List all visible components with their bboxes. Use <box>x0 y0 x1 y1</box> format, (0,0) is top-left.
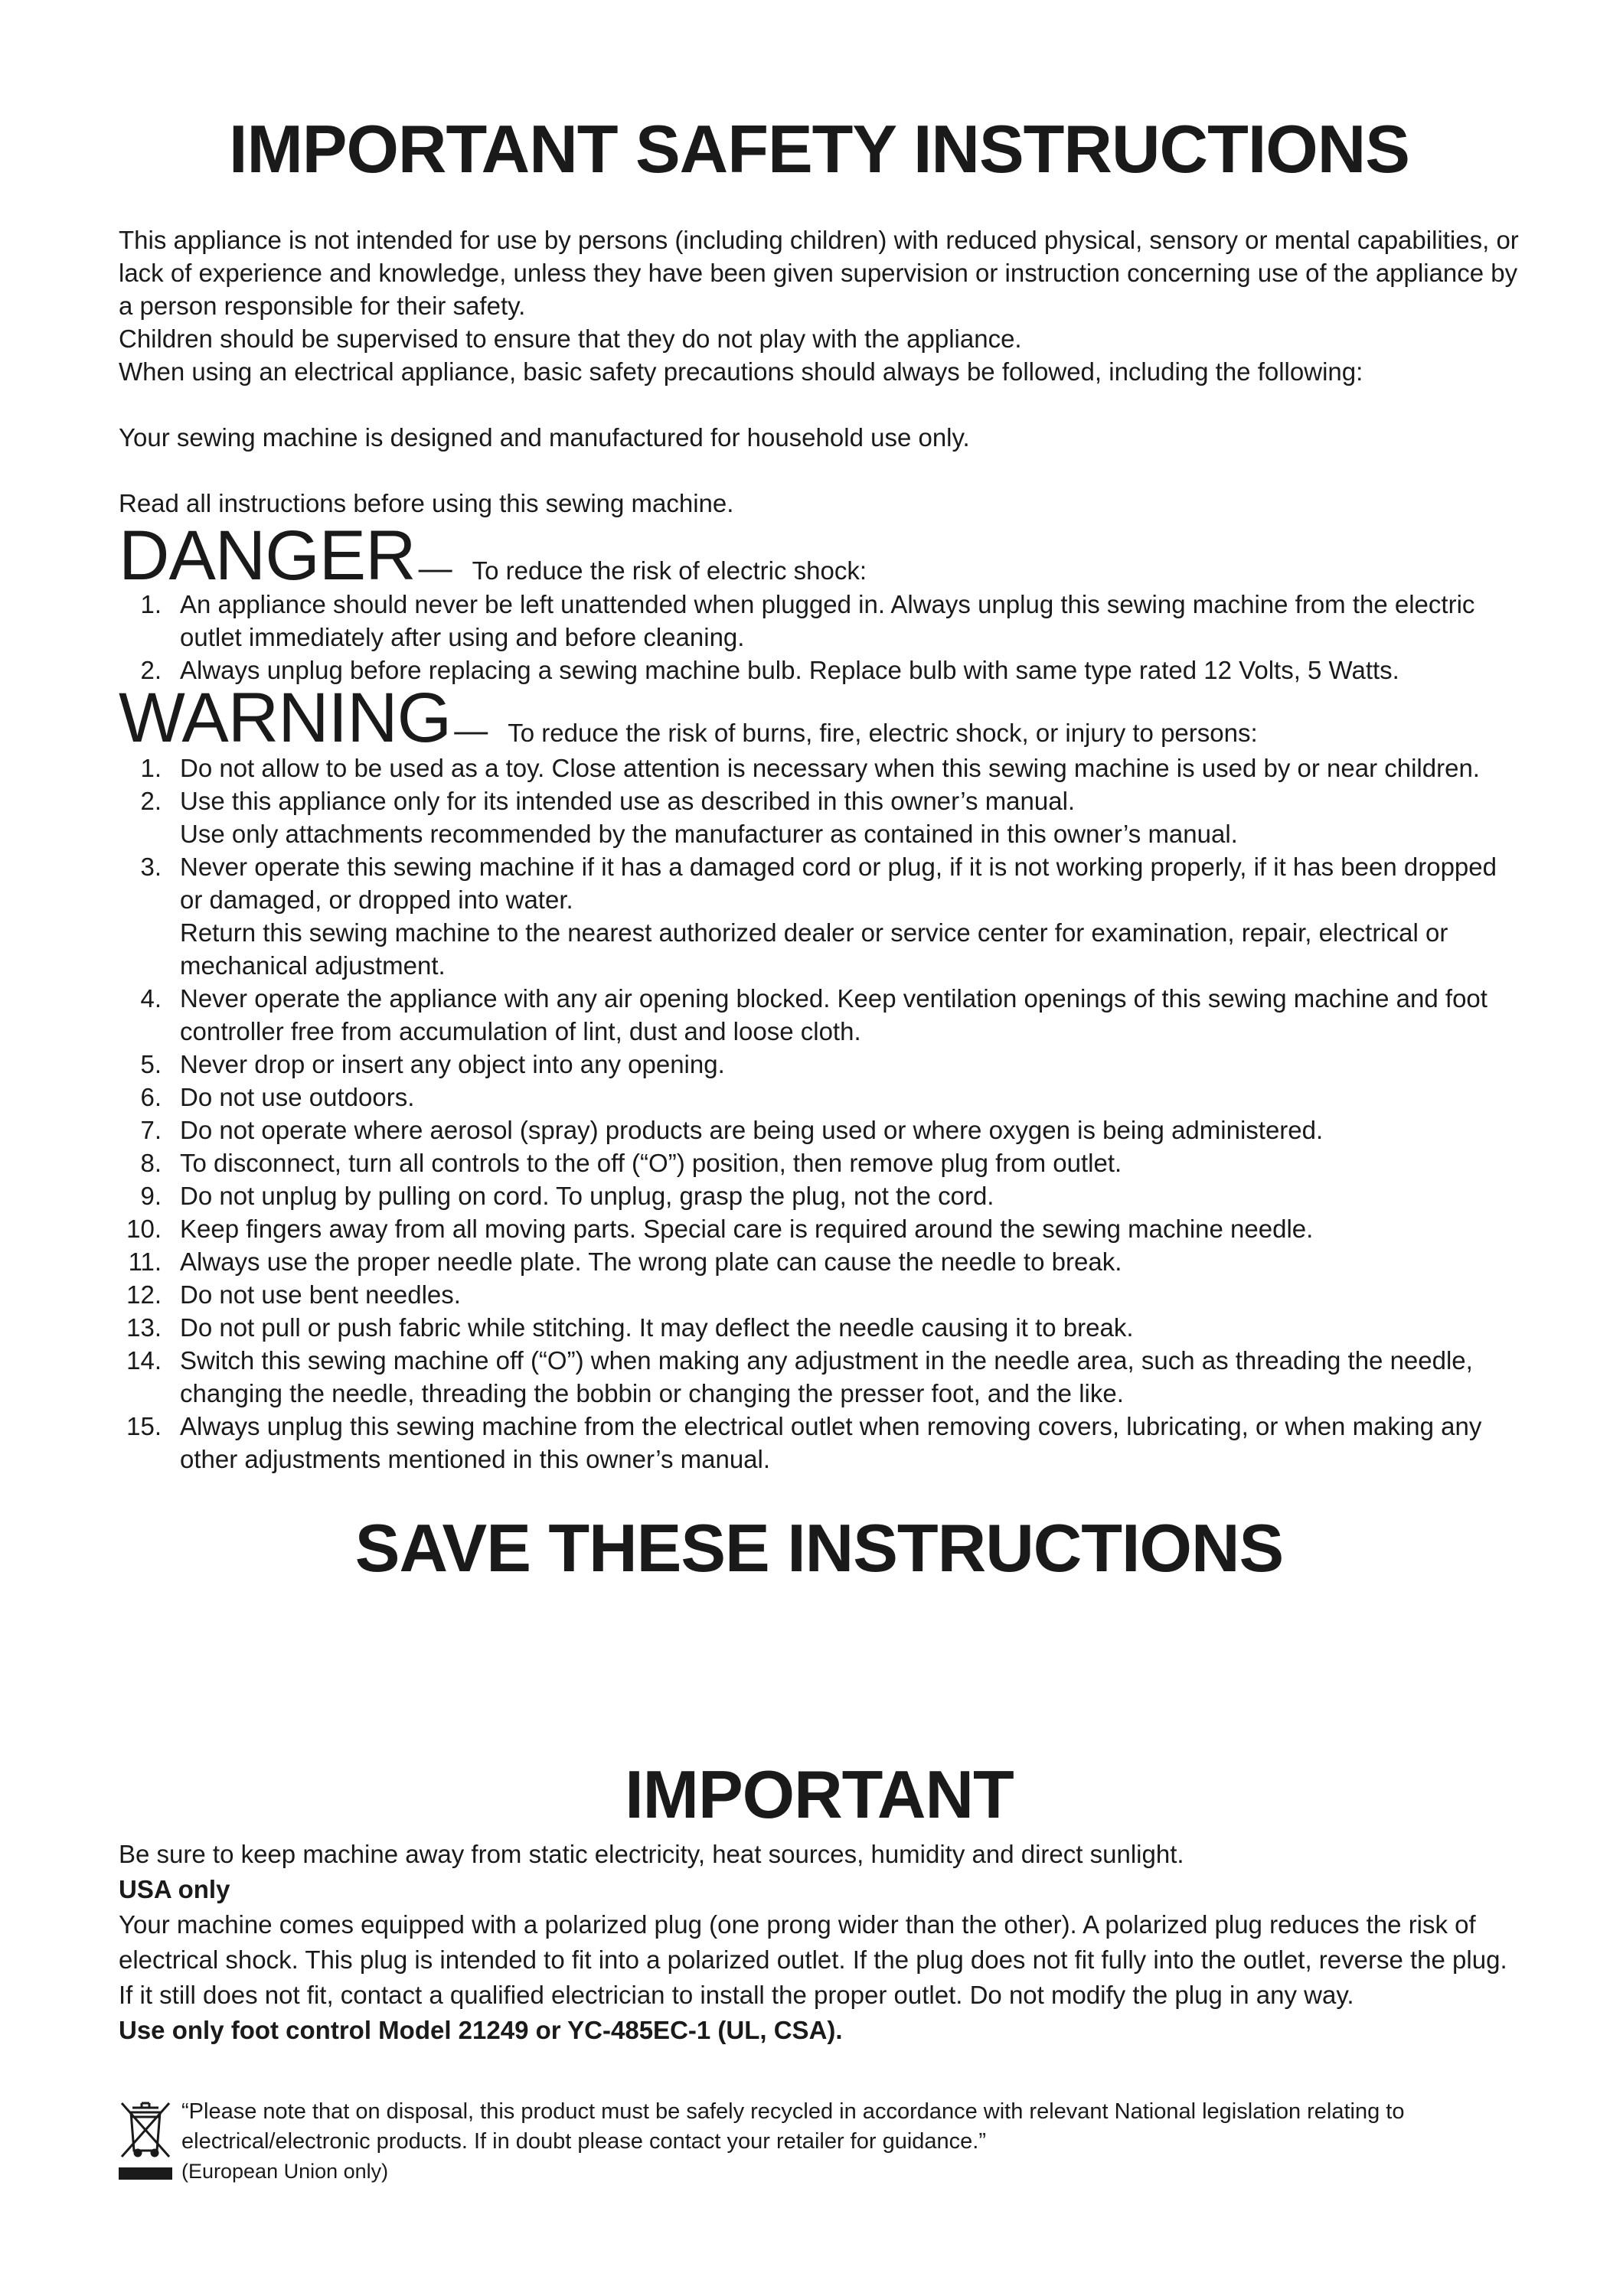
item-text: Always unplug this sewing machine from the electrical outlet when removing covers, lubricating, or when making any other adjustments mentioned in this owner’s manual. <box>180 1412 1482 1473</box>
page-title: IMPORTANT SAFETY INSTRUCTIONS <box>229 111 1409 187</box>
list-item <box>119 1410 1520 1476</box>
intro-paragraph: When using an electrical appliance, basic safety precautions should always be followed, including the following: <box>119 357 1363 386</box>
intro-paragraph: This appliance is not intended for use by persons (including children) with reduced physical, sensory or mental capabilities, or lack of experience and knowledge, unless they have been given supervision or instruction concerning use of the appliance by a person responsible for their safety. <box>119 226 1519 320</box>
list-item <box>119 1212 1520 1245</box>
crossed-out-wheelie-bin-icon <box>119 2100 172 2200</box>
list-item <box>119 1344 1520 1410</box>
item-number: 2. <box>140 787 162 815</box>
warning-dash: — <box>454 712 488 749</box>
list-item <box>119 752 1520 784</box>
item-text: Do not use outdoors. <box>180 1083 415 1111</box>
item-number: 11. <box>128 1247 162 1276</box>
warning-subtitle: To reduce the risk of burns, fire, electric shock, or injury to persons: <box>508 719 1258 747</box>
list-item <box>119 1146 1520 1179</box>
polarized-plug-text: Your machine comes equipped with a polarized plug (one prong wider than the other). A polarized plug reduces the risk of electrical shock. This plug is intended to fit into a polarized outlet. If the plug does not fit fully into the outlet, reverse the plug. If it still does not fit, contact a qualified electrician to install the proper outlet. Do not modify the plug in any way. <box>119 1910 1507 2009</box>
item-number: 15. <box>126 1412 162 1440</box>
intro-paragraph: Read all instructions before using this sewing machine. <box>119 489 734 517</box>
list-item <box>119 1179 1520 1212</box>
warning-list <box>119 752 1520 1476</box>
intro-paragraph: Children should be supervised to ensure that they do not play with the appliance. <box>119 325 1022 353</box>
list-item <box>119 784 1520 850</box>
item-number: 9. <box>140 1182 162 1210</box>
item-number: 4. <box>140 984 162 1013</box>
list-item <box>119 1311 1520 1344</box>
list-item <box>119 1048 1520 1081</box>
list-item <box>119 1245 1520 1278</box>
item-text: Always unplug before replacing a sewing machine bulb. Replace bulb with same type rated 12 Volts, 5 Watts. <box>180 656 1399 684</box>
warning-heading <box>119 679 1520 757</box>
disposal-notice <box>119 2097 1520 2187</box>
item-number: 1. <box>140 590 162 618</box>
item-text: Never operate the appliance with any air opening blocked. Keep ventilation openings of this sewing machine and foot controller free from accumulation of lint, dust and loose cloth. <box>180 984 1487 1045</box>
item-text: Do not pull or push fabric while stitching. It may deflect the needle causing it to break. <box>180 1313 1134 1342</box>
disposal-text: “Please note that on disposal, this product must be safely recycled in accordance with relevant National legislation relating to electrical/electronic products. If in doubt please contact your retailer for guidance.” <box>181 2099 1405 2154</box>
list-item <box>119 982 1520 1048</box>
danger-subtitle: To reduce the risk of electric shock: <box>472 556 867 585</box>
list-item <box>119 1278 1520 1311</box>
item-text: Do not operate where aerosol (spray) products are being used or where oxygen is being administered. <box>180 1116 1324 1144</box>
foot-control-text: Use only foot control Model 21249 or YC-485EC-1 (UL, CSA). <box>119 2016 843 2044</box>
warning-label: WARNING <box>119 679 452 757</box>
intro-section <box>119 223 1520 520</box>
important-section <box>119 1837 1520 2048</box>
item-text: An appliance should never be left unattended when plugged in. Always unplug this sewing machine from the electric outlet immediately after using and before cleaning. <box>180 590 1475 651</box>
list-item <box>119 1081 1520 1114</box>
danger-list <box>119 588 1520 687</box>
list-item <box>119 1114 1520 1146</box>
item-text: Do not use bent needles. <box>180 1280 461 1309</box>
item-number: 1. <box>140 754 162 782</box>
usa-only-heading: USA only <box>119 1875 230 1903</box>
important-title: IMPORTANT <box>625 1756 1014 1832</box>
list-item <box>119 850 1520 982</box>
disposal-text-block <box>181 2097 1520 2187</box>
item-number: 3. <box>140 853 162 881</box>
intro-paragraph: Your sewing machine is designed and manufactured for household use only. <box>119 423 970 452</box>
item-text: Never operate this sewing machine if it has a damaged cord or plug, if it is not working properly, if it has been dropped or damaged, or dropped into water. <box>180 853 1497 914</box>
item-text: To disconnect, turn all controls to the off (“O”) position, then remove plug from outlet. <box>180 1149 1122 1177</box>
save-instructions-title: SAVE THESE INSTRUCTIONS <box>354 1510 1284 1586</box>
keep-away-text: Be sure to keep machine away from static electricity, heat sources, humidity and direct sunlight. <box>119 1840 1184 1868</box>
item-text: Use this appliance only for its intended use as described in this owner’s manual. <box>180 787 1076 815</box>
item-number: 6. <box>140 1083 162 1111</box>
item-text: Never drop or insert any object into any opening. <box>180 1050 725 1078</box>
danger-heading <box>119 517 1520 595</box>
item-number: 7. <box>140 1116 162 1144</box>
item-number: 8. <box>140 1149 162 1177</box>
item-text: Do not unplug by pulling on cord. To unplug, grasp the plug, not the cord. <box>180 1182 994 1210</box>
item-number: 14. <box>126 1346 162 1375</box>
item-number: 2. <box>140 656 162 684</box>
item-text: Switch this sewing machine off (“O”) when making any adjustment in the needle area, such as threading the needle, changing the needle, threading the bobbin or changing the presser foot, and the like. <box>180 1346 1473 1407</box>
item-number: 12. <box>126 1280 162 1309</box>
item-text: Do not allow to be used as a toy. Close attention is necessary when this sewing machine is used by or near children. <box>180 754 1480 782</box>
item-text: Keep fingers away from all moving parts. Special care is required around the sewing machine needle. <box>180 1215 1314 1243</box>
danger-label: DANGER <box>119 517 416 595</box>
item-number: 10. <box>126 1215 162 1243</box>
item-text: Always use the proper needle plate. The wrong plate can cause the needle to break. <box>180 1247 1122 1276</box>
item-number: 13. <box>126 1313 162 1342</box>
item-extra-text: Return this sewing machine to the nearest authorized dealer or service center for examination, repair, electrical or mechanical adjustment. <box>180 918 1448 980</box>
list-item <box>119 588 1520 654</box>
eu-only-note: (European Union only) <box>181 2160 389 2183</box>
danger-dash: — <box>418 550 452 587</box>
item-number: 5. <box>140 1050 162 1078</box>
item-extra-text: Use only attachments recommended by the manufacturer as contained in this owner’s manual. <box>180 820 1238 848</box>
